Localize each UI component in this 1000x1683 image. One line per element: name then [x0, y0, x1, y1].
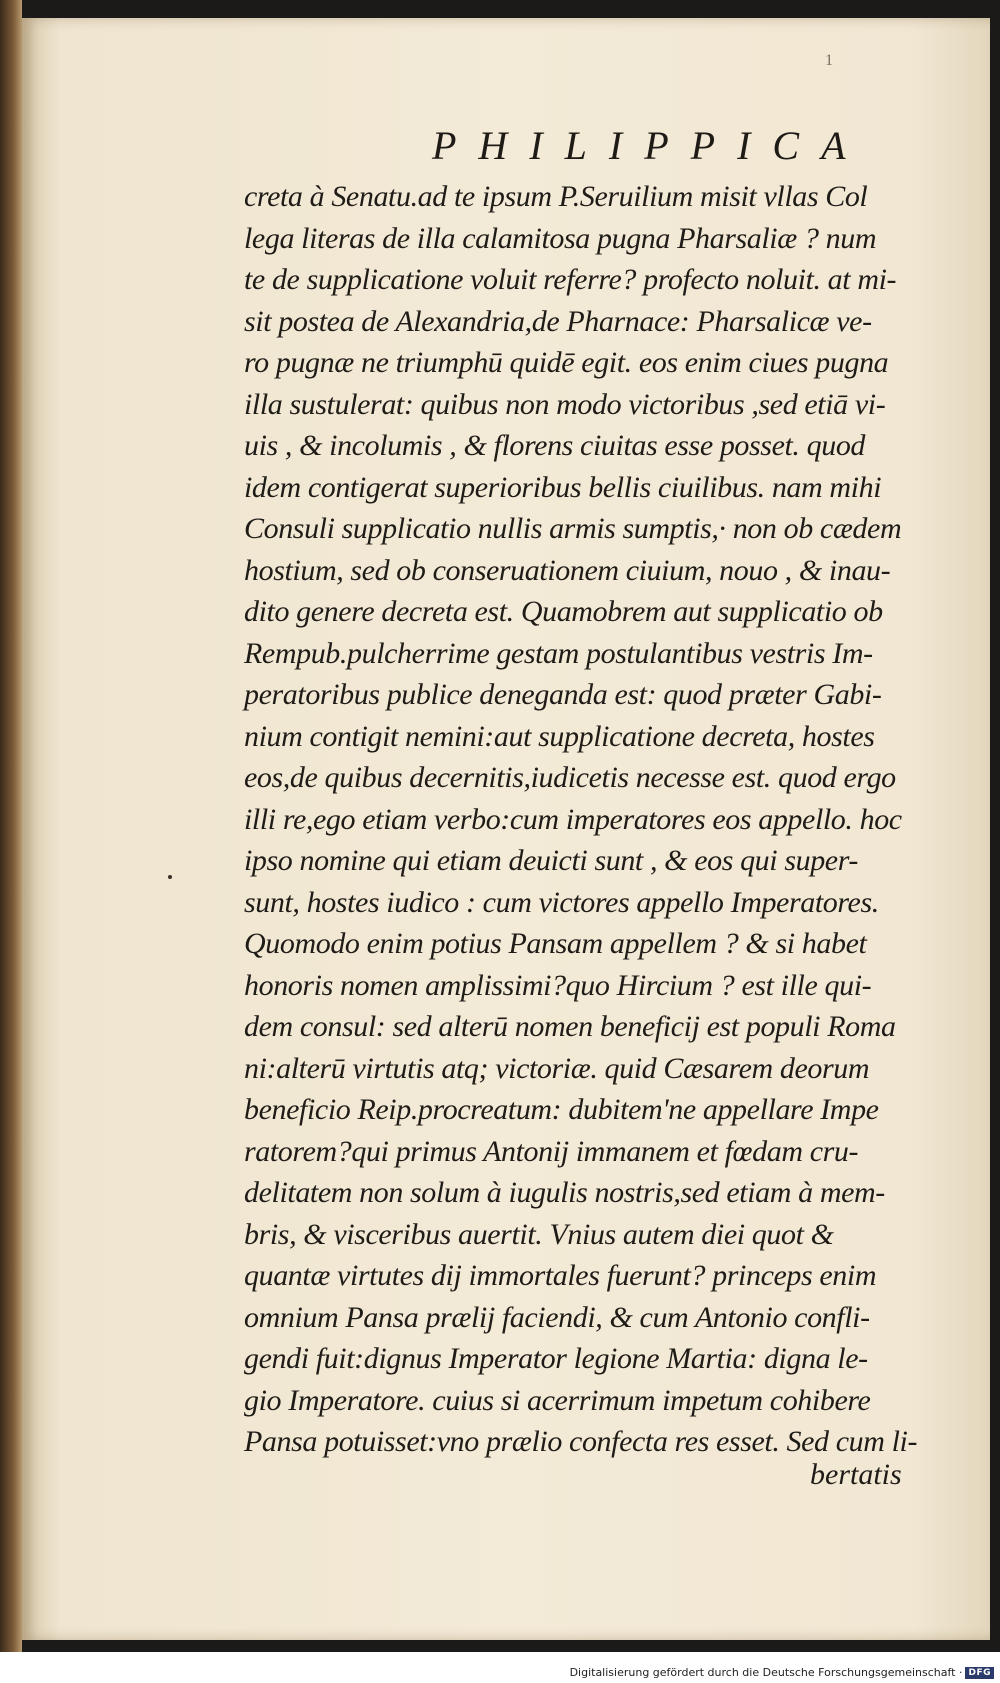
- text-line: honoris nomen amplissimi?quo Hircium ? est ille qui-: [244, 968, 872, 1002]
- text-line: nium contigit nemini:aut supplicatione decreta, hostes: [244, 719, 875, 753]
- text-line: ro pugnæ ne triumphū quidē egit. eos enim ciues pugna: [244, 346, 889, 379]
- text-line: sunt, hostes iudico : cum victores appello Imperatores.: [244, 885, 879, 919]
- text-line: ratorem?qui primus Antonij immanem et fœdam cru-: [244, 1134, 859, 1168]
- text-line: eos,de quibus decernitis,iudicetis necesse est. quod ergo: [244, 761, 896, 794]
- text-line: dem consul: sed alterū nomen beneficij est populi Roma: [244, 1010, 896, 1043]
- book-page: [22, 18, 990, 1640]
- running-head: PHILIPPICA: [432, 123, 868, 168]
- text-line: delitatem non solum à iugulis nostris,sed etiam à mem-: [244, 1176, 885, 1209]
- text-line: ni:alterū virtutis atq; victoriæ. quid Cæsarem deorum: [244, 1051, 870, 1085]
- footer-credit: Digitalisierung gefördert durch die Deutsche Forschungsgemeinschaft ·: [569, 1666, 963, 1679]
- text-line: te de supplicatione voluit referre? profecto noluit. at mi-: [244, 263, 897, 296]
- text-line: sit postea de Alexandria,de Pharnace: Pharsalicæ ve-: [244, 304, 872, 338]
- text-line: idem contigerat superioribus bellis ciuilibus. nam mihi: [244, 470, 882, 504]
- text-line: lega literas de illa calamitosa pugna Pharsaliæ ? num: [244, 221, 877, 255]
- text-line: beneficio Reip.procreatum: dubitem'ne appellare Impe: [244, 1093, 879, 1126]
- binding-edge: [0, 0, 22, 1652]
- text-line: Consuli supplicatio nullis armis sumptis,· non ob cædem: [244, 512, 902, 545]
- text-line: gendi fuit:dignus Imperator legione Martia: digna le-: [244, 1342, 868, 1375]
- text-line: illi re,ego etiam verbo:cum imperatores eos appello. hoc: [244, 802, 902, 836]
- text-line: hostium, sed ob conseruationem ciuium, nouo , & inau-: [244, 553, 891, 587]
- text-line: peratoribus publice deneganda est: quod præter Gabi-: [244, 678, 882, 711]
- page-mark: 1: [825, 52, 833, 69]
- dfg-logo-icon: DFG: [965, 1667, 994, 1679]
- text-line: dito genere decreta est. Quamobrem aut supplicatio ob: [244, 595, 883, 628]
- catchword: bertatis: [810, 1458, 902, 1491]
- text-line: quantæ virtutes dij immortales fuerunt? princeps enim: [244, 1259, 877, 1292]
- text-line: bris, & visceribus auertit. Vnius autem diei quot &: [244, 1217, 834, 1251]
- text-line: Quomodo enim potius Pansam appellem ? & si habet: [244, 927, 867, 960]
- text-line: gio Imperatore. cuius si acerrimum impetum cohibere: [244, 1383, 871, 1417]
- body-text: [244, 176, 964, 1463]
- text-line: illa sustulerat: quibus non modo victoribus ,sed etiā vi-: [244, 387, 886, 421]
- text-line: Pansa potuisset:vno prælio confecta res esset. Sed cum li-: [244, 1425, 918, 1458]
- text-line: uis , & incolumis , & florens ciuitas esse posset. quod: [244, 429, 866, 462]
- text-line: Rempub.pulcherrime gestam postulantibus vestris Im-: [244, 636, 873, 670]
- digitization-footer: [570, 1666, 994, 1679]
- text-line: omnium Pansa prælij faciendi, & cum Antonio confli-: [244, 1300, 870, 1334]
- text-line: creta à Senatu.ad te ipsum P.Seruilium misit vllas Col: [244, 180, 868, 213]
- margin-dot: [168, 875, 172, 879]
- text-line: ipso nomine qui etiam deuicti sunt , & eos qui super-: [244, 844, 858, 877]
